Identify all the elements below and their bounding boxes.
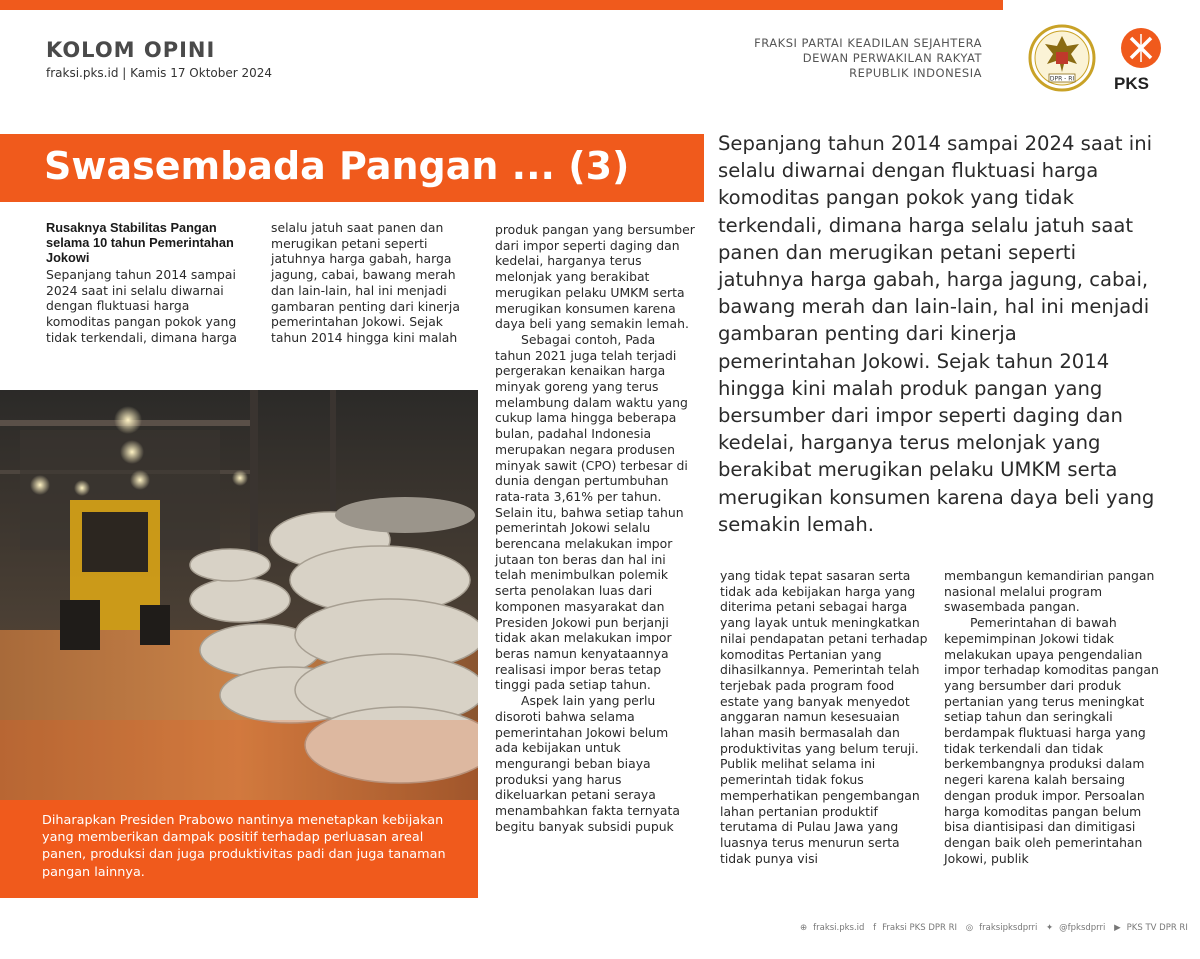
instagram-icon: ◎: [965, 923, 974, 933]
paragraph: membangun kemandirian pangan nasional melalui program swasembada pangan.: [944, 568, 1155, 615]
column-label: KOLOM OPINI: [46, 38, 216, 62]
fraksi-block: [754, 36, 982, 81]
image-caption: Diharapkan Presiden Prabowo nantinya menetapkan kebijakan yang memberikan dampak positif terhadap perluasan areal panen, produksi dan juga produktivitas padi dan juga tanaman pangan lainnya.: [42, 813, 446, 880]
pks-logo-text: PKS: [1114, 74, 1149, 93]
footer-facebook[interactable]: Fraksi PKS DPR RI: [882, 923, 958, 933]
footer-web[interactable]: fraksi.pks.id: [813, 923, 865, 933]
paragraph: selalu jatuh saat panen dan merugikan petani seperti jatuhnya harga gabah, harga jagung, cabai, bawang merah dan lain-lain, hal ini menjadi gambaran penting dari kinerja pemerintahan Jokowi. Sejak tahun 2014 hingga kini malah: [271, 220, 460, 345]
section-subhead: Rusaknya Stabilitas Pangan selama 10 tahun Pemerintahan Jokowi: [46, 220, 234, 265]
footer-twitter[interactable]: @fpksdprri: [1059, 923, 1106, 933]
youtube-icon: ▶: [1114, 923, 1121, 933]
article-title: Swasembada Pangan ... (3): [44, 144, 630, 188]
pull-quote: Sepanjang tahun 2014 sampai 2024 saat ini selalu diwarnai dengan fluktuasi harga komoditas pangan pokok yang tidak terkendali, dimana harga selalu jatuh saat panen dan merugikan petani seperti jatuhnya harga gabah, harga jagung, cabai, bawang merah dan lain-lain, hal ini menjadi gambaran penting dari kinerja pemerintahan Jokowi. Sejak tahun 2014 hingga kini malah produk pangan yang bersumber dari impor seperti daging dan kedelai, harganya terus melonjak yang berakibat merugikan pelaku UMKM serta merugikan konsumen karena daya beli yang semakin lemah.: [718, 132, 1155, 536]
paragraph: yang tidak tepat sasaran serta tidak ada kebijakan harga yang diterima petani sebagai harga yang layak untuk meningkatkan nilai pendapatan petani terhadap komoditas Pertanian yang dihasilkannya. Pemerintah telah terjebak pada program food estate yang banyak menyedot anggaran namun kesesuaian lahan masih bermasalah dan produktivitas yang belum teruji. Publik melihat selama ini pemerintah tidak fokus memperhatikan pengembangan lahan pertanian produktif terutama di Pulau Jawa yang luasnya terus menurun serta tidak punya visi: [720, 568, 928, 866]
facebook-icon: f: [873, 923, 877, 933]
web-icon: ⊕: [800, 923, 808, 933]
text-column-5: [944, 568, 1159, 866]
paragraph: Aspek lain yang perlu disoroti bahwa selama pemerintahan Jokowi belum ada kebijakan untuk mengurangi beban biaya produksi yang harus dikeluarkan petani seraya menambahkan fakta ternyata begitu banyak subsidi pupuk: [495, 693, 680, 834]
header: [0, 10, 1200, 110]
publication-meta: fraksi.pks.id | Kamis 17 Oktober 2024: [46, 66, 273, 80]
text-column-1: [46, 220, 256, 346]
text-column-2: [271, 220, 476, 346]
text-column-3: [495, 222, 695, 834]
paragraph: Sepanjang tahun 2014 sampai 2024 saat ini selalu diwarnai dengan fluktuasi harga komoditas pangan pokok yang tidak terkendali, dimana harga: [46, 267, 238, 345]
footer-instagram[interactable]: fraksipksdprri: [979, 923, 1038, 933]
twitter-icon: ✦: [1046, 923, 1054, 933]
dpr-ri-emblem-icon: [1027, 22, 1097, 94]
emblem-label: DPR - RI: [1049, 75, 1075, 83]
fraksi-line: REPUBLIK INDONESIA: [849, 66, 982, 80]
warehouse-rice-sacks-image: [0, 390, 478, 800]
fraksi-line: FRAKSI PARTAI KEADILAN SEJAHTERA: [754, 36, 982, 50]
footer-social: [800, 923, 1194, 933]
fraksi-line: DEWAN PERWAKILAN RAKYAT: [802, 51, 982, 65]
top-accent-bar: [0, 0, 1003, 10]
footer-youtube[interactable]: PKS TV DPR RI: [1126, 923, 1188, 933]
paragraph: produk pangan yang bersumber dari impor seperti daging dan kedelai, harganya terus melonjak yang berakibat merugikan pelaku UMKM serta merugikan konsumen karena daya beli yang semakin lemah.: [495, 222, 695, 332]
text-column-4: [720, 568, 930, 866]
paragraph: Pemerintahan di bawah kepemimpinan Jokowi tidak melakukan upaya pengendalian impor terhadap komoditas pangan yang bersumber dari produk pertanian yang terus meningkat setiap tahun dan seringkali berdampak fluktuasi harga yang tidak terkendali dan tidak berkembangnya produksi dalam negeri karena kalah bersaing dengan produk impor. Persoalan harga komoditas pangan belum bisa diantisipasi dan dimitigasi dengan baik oleh pemerintahan Jokowi, publik: [944, 615, 1159, 866]
paragraph: Sebagai contoh, Pada tahun 2021 juga telah terjadi pergerakan kenaikan harga minyak goreng yang terus melambung dalam waktu yang cukup lama hingga beberapa bulan, padahal Indonesia merupakan negara produsen minyak sawit (CPO) terbesar di dunia dengan pertumbuhan rata-rata 3,61% per tahun. Selain itu, bahwa setiap tahun pemerintah Jokowi selalu berencana melakukan impor jutaan ton beras dan hal ini telah menimbulkan polemik serta penolakan luas dari komponen masyarakat dan Presiden Jokowi pun berjanji tidak akan melakukan impor beras namun kenyataannya realisasi impor beras tetap tinggi pada setiap tahun.: [495, 331, 688, 693]
